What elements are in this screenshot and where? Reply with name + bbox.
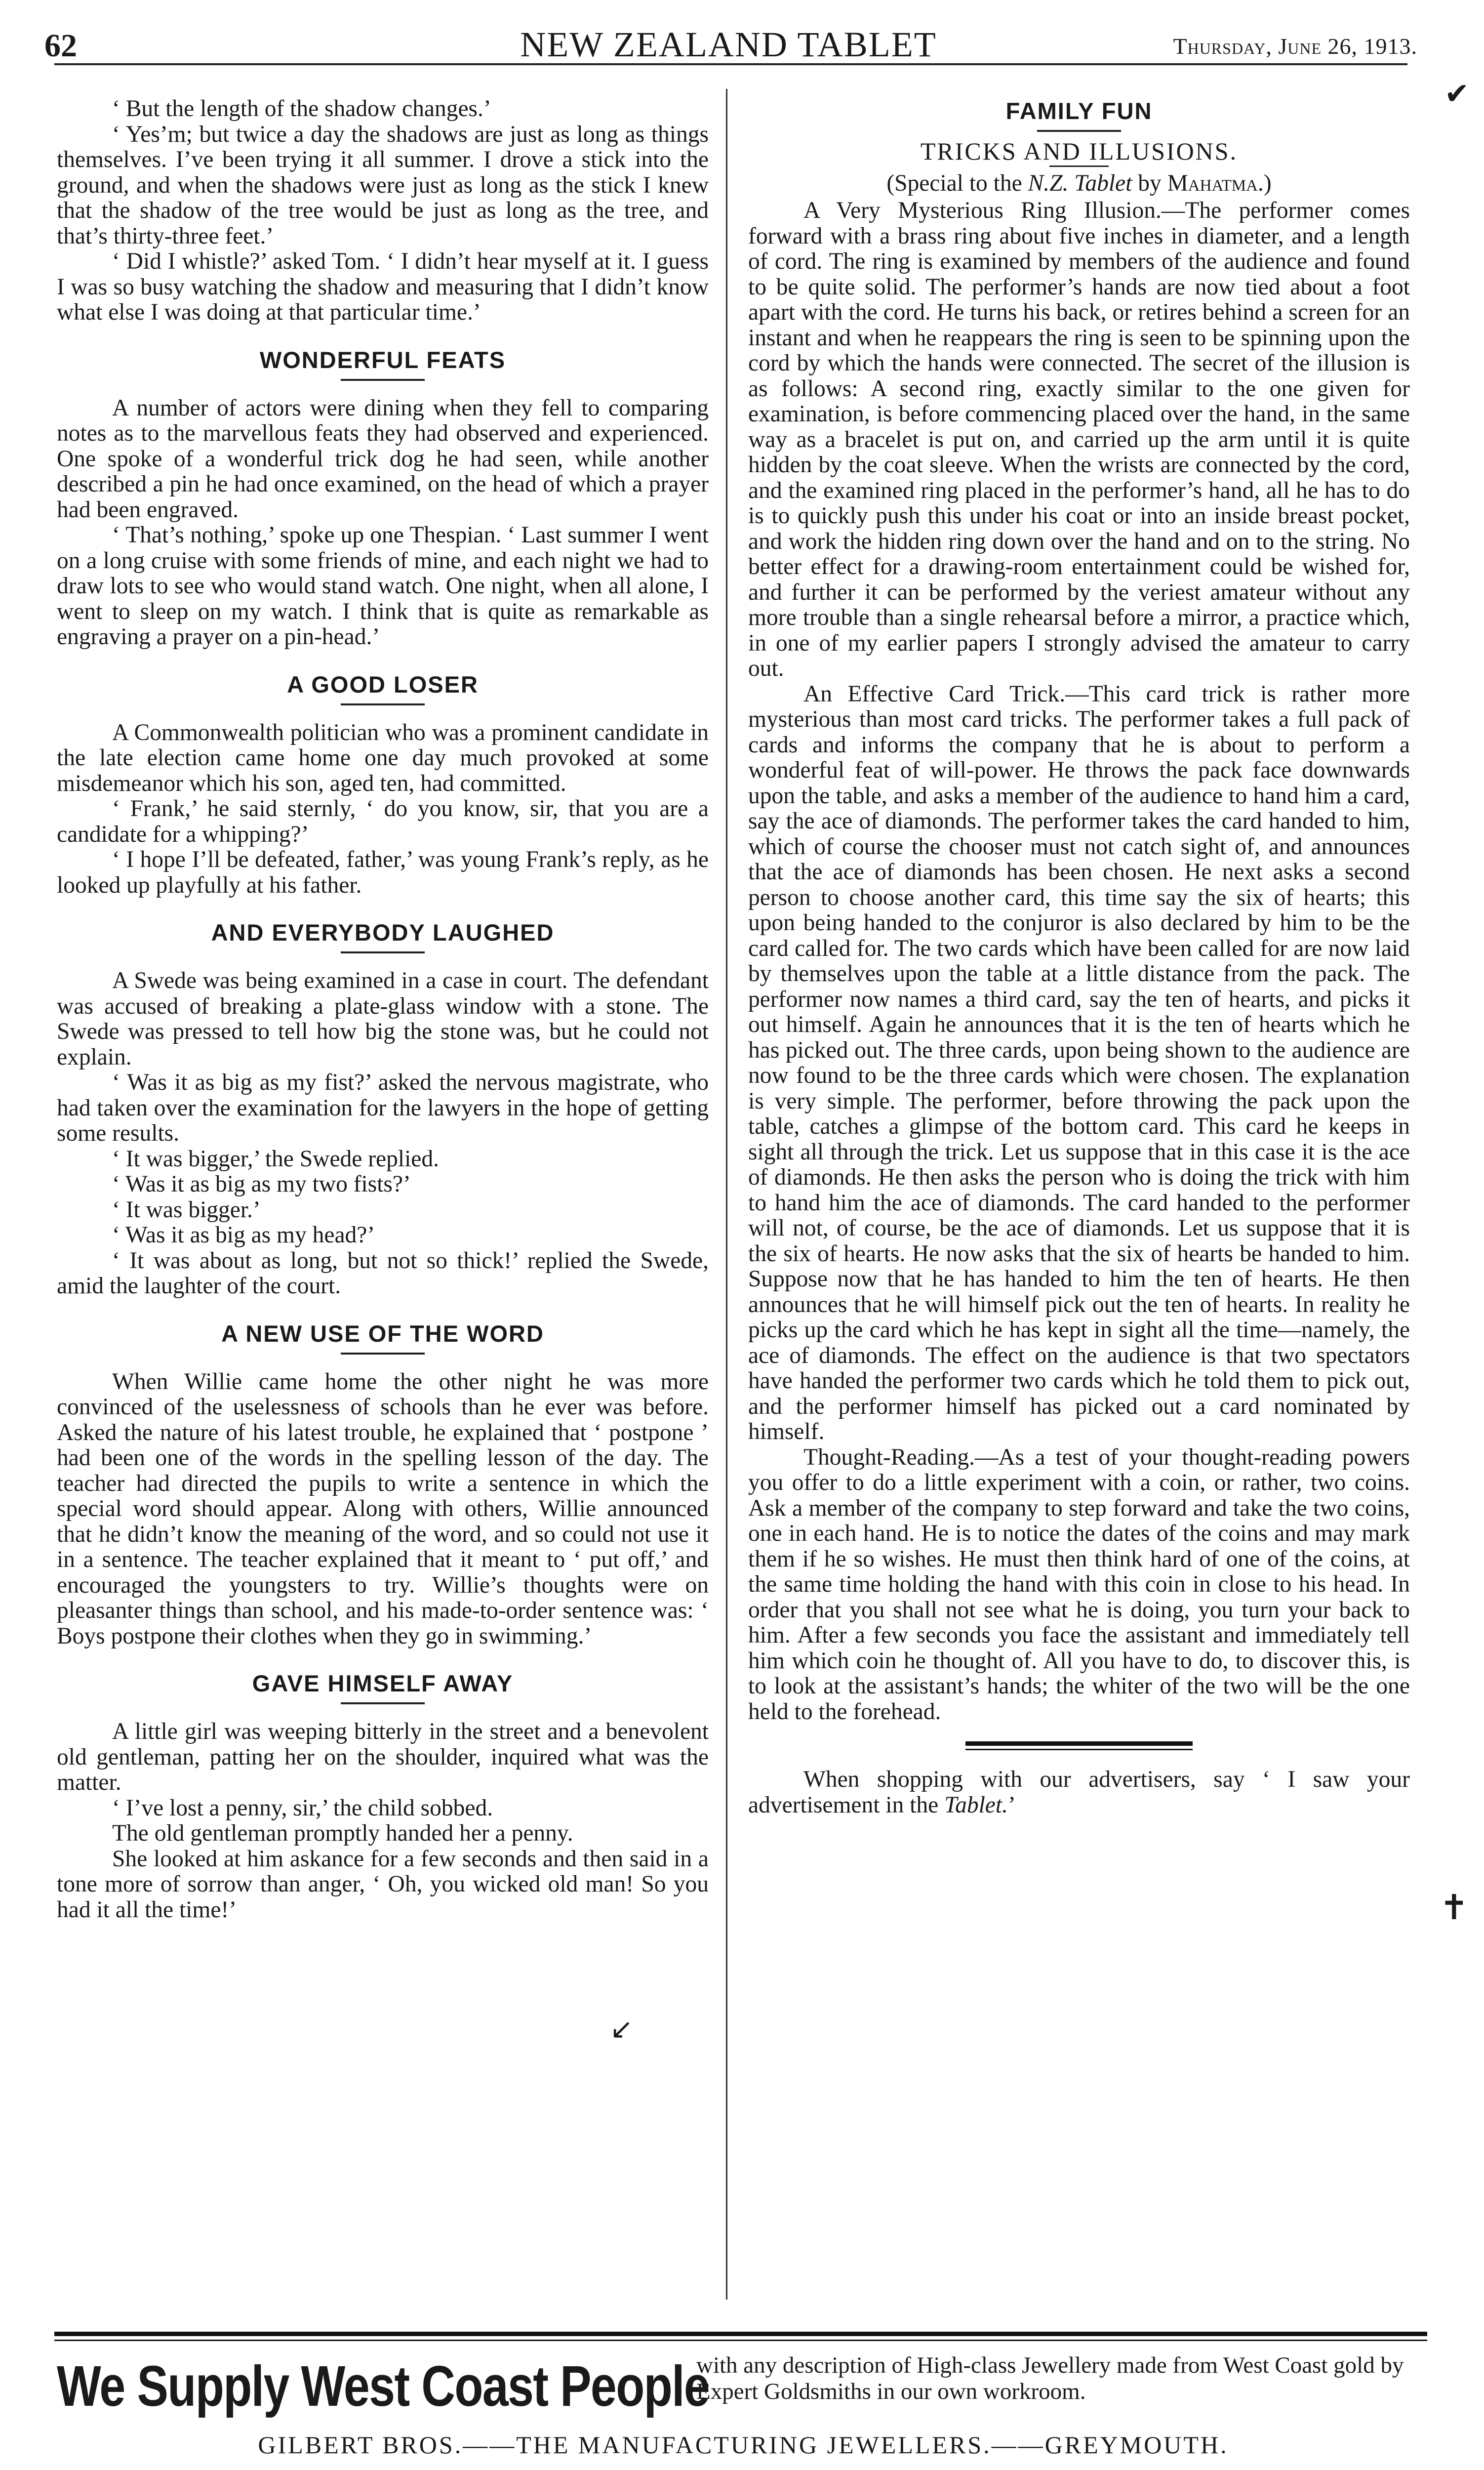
closing-suffix: ’ xyxy=(1007,1792,1016,1818)
paragraph: ‘ It was about as long, but not so thick!’ replied the Swede, amid the laughter of the court. xyxy=(57,1247,709,1299)
paragraph: A Very Mysterious Ring Illusion.—The performer comes forward with a brass ring about five inches in diameter, and a length of cord. The ring is examined by members of the audience and found to be quite solid. The performer’s hands are now tied about a foot apart with the cord. He turns his back, or retires behind a screen for an instant and when he reappears the ring is seen to be spinning upon the cord by which the hands were connected. The secret of the illusion is as follows: A second ring, exactly similar to the one given for examination, is before commencing placed over the hand, in the same way as a bracelet is put on, and carried up the arm until it is quite hidden by the coat sleeve. When the wrists are connected by the cord, and the examined ring placed in the performer’s hand, all he has to do is to quickly push this under his coat or into an inside breast pocket, and work the hidden ring down over the hand and on to the string. No better effect for a drawing-room entertainment could be wished for, and further it can be performed by the veriest amateur without any more trouble than a single rehearsal before a mirror, a practice which, in one of my earlier papers I strongly advised the amateur to carry out. xyxy=(748,198,1410,681)
byline-author: Mahatma.) xyxy=(1167,170,1272,196)
byline-prefix: (Special to the xyxy=(886,170,1022,196)
article-heading: AND EVERYBODY LAUGHED xyxy=(211,919,555,946)
ink-mark-icon: ✝ xyxy=(1440,1887,1469,1928)
heading-rule xyxy=(1037,130,1121,132)
paragraph: A Swede was being examined in a case in court. The defendant was accused of breaking a plate-glass window with a stone. The Swede was pressed to tell how big the stone was, but he could not explain. xyxy=(57,968,709,1070)
paragraph: ‘ I’ve lost a penny, sir,’ the child sobbed. xyxy=(112,1795,493,1821)
paragraph: An Effective Card Trick.—This card trick is rather more mysterious than most card tricks. The performer takes a full pack of cards and informs the company that he is about to perform a wonderful feat of will-power. He throws the pack face downwards upon the table, and asks a member of the audience to hand him a card, say the ace of diamonds. The performer takes the card handed to him, which of course the chooser must not catch sight of, and announces that the ace of diamonds has been chosen. He next asks a second person to choose another card, this time say the six of hearts; this upon being handed to the conjuror is also declared by him to be the card called for. The two cards which have been called for are now laid by themselves upon the table at a little distance from the pack. The performer now names a third card, say the ten of hearts, and picks it out himself. Again he announces that it is the ten of hearts which he has picked out. The three cards, upon being shown to the audience are now found to be the three cards which were chosen. The explanation is very simple. The performer, before throwing the pack upon the table, catches a glimpse of the bottom card. This card he keeps in sight all through the trick. Let us suppose that in this case it is the ace of diamonds. He then asks the person who is doing the trick with him to hand him the ace of diamonds. The card handed to the performer will not, of course, be the ace of diamonds. Let us suppose that it is the six of hearts. He now asks that the six of hearts be handed to him. Suppose now that he has handed to him the ten of hearts. He then announces that he will himself pick out the ten of hearts. In reality he picks up the card which he has kept in sight all the time—namely, the ace of diamonds. The effect on the audience is that two spectators have handed the performer two cards which he told them to pick out, and the performer himself has picked out a card nominated by himself. xyxy=(748,681,1410,1444)
paragraph: ‘ It was bigger,’ the Swede replied. xyxy=(112,1146,439,1172)
heading-rule xyxy=(341,703,425,705)
paragraph: ‘ That’s nothing,’ spoke up one Thespian. ‘ Last summer I went on a long cruise with some friends of mine, and each night we had to draw lots to see who would stand watch. One night, when all alone, I went to sleep on my watch. I think that is quite as remarkable as engraving a prayer on a pin-head.’ xyxy=(57,522,709,650)
heading-rule xyxy=(341,1353,425,1355)
column-divider xyxy=(726,89,727,2300)
paragraph: A little girl was weeping bitterly in the street and a benevolent old gentleman, patting her on the shoulder, inquired what was the matter. xyxy=(57,1719,709,1795)
paragraph: ‘ Frank,’ he said sternly, ‘ do you know, sir, that you are a candidate for a whipping?’ xyxy=(57,796,709,847)
page-header xyxy=(40,22,1417,67)
ink-mark-icon: ✔ xyxy=(1444,77,1470,111)
ad-rule-thin xyxy=(54,2340,1427,2341)
article-subheading: TRICKS AND ILLUSIONS. xyxy=(920,137,1238,165)
byline-publication: N.Z. Tablet xyxy=(1028,170,1132,196)
ad-footer: GILBERT BROS.——THE MANUFACTURING JEWELLERS.——GREYMOUTH. xyxy=(258,2431,1229,2459)
closing-notice xyxy=(748,1767,1410,1818)
byline xyxy=(748,171,1410,197)
ad-headline: We Supply West Coast People xyxy=(57,2354,710,2418)
heading-rule xyxy=(341,1702,425,1704)
masthead-title: NEW ZEALAND TABLET xyxy=(520,25,937,64)
issue-date: Thursday, June 26, 1913. xyxy=(1173,34,1417,59)
paragraph: A Commonwealth politician who was a prominent candidate in the late election came home one day much provoked at some misdemeanor which his son, aged ten, had committed. xyxy=(57,719,709,796)
paragraph: ‘ Was it as big as my two fists?’ xyxy=(112,1171,411,1197)
ad-rule-thick xyxy=(54,2332,1427,2336)
section-heading: FAMILY FUN xyxy=(1005,98,1153,124)
paragraph: ‘ Yes’m; but twice a day the shadows are just as long as things themselves. I’ve been trying it all summer. I drove a stick into the ground, and when the shadows were just as long as the stick I knew that the shadow of the tree would be just as long as the tree, and that’s thirty-three feet.’ xyxy=(57,121,709,249)
subheading-rule xyxy=(1049,165,1109,167)
left-column xyxy=(57,96,709,1923)
article-heading: A NEW USE OF THE WORD xyxy=(221,1320,544,1347)
closing-text: When shopping with our advertisers, say ‘ I saw your advertisement in the xyxy=(748,1767,1410,1818)
pencil-mark-icon: ↙ xyxy=(610,2013,633,2045)
closing-rule-thick xyxy=(965,1741,1193,1746)
paragraph: ‘ Was it as big as my head?’ xyxy=(112,1222,375,1248)
header-rule xyxy=(54,63,1407,65)
paragraph: She looked at him askance for a few seconds and then said in a tone more of sorrow than anger, ‘ Oh, you wicked old man! So you had it all the time!’ xyxy=(57,1846,709,1923)
article-heading: GAVE HIMSELF AWAY xyxy=(252,1670,514,1696)
article-heading: A GOOD LOSER xyxy=(287,671,479,698)
paragraph: Thought-Reading.—As a test of your thought-reading powers you offer to do a little experiment with a coin, or rather, two coins. Ask a member of the company to step forward and take the two coins, one in each hand. He is to notice the dates of the coins and may mark them if he so wishes. He must then think hard of one of the coins, at the same time holding the hand with this coin in close to his head. In order that you shall not see what he is doing, you turn your back to him. After a few seconds you face the assistant and immediately tell him which coin he thought of. All you have to do, to discover this, is to look at the assistant’s hands; the whiter of the two will be the one held to the forehead. xyxy=(748,1444,1410,1725)
closing-rule-thin xyxy=(965,1749,1193,1750)
heading-rule xyxy=(341,379,425,381)
byline-by: by xyxy=(1138,170,1162,196)
paragraph: A number of actors were dining when they fell to comparing notes as to the marvellous feats they had observed and experienced. One spoke of a wonderful trick dog he had seen, while another described a pin he had once examined, on the head of which a prayer had been engraved. xyxy=(57,395,709,523)
paragraph: ‘ But the length of the shadow changes.’ xyxy=(112,96,491,122)
paragraph: When Willie came home the other night he was more convinced of the uselessness of schools than he ever was before. Asked the nature of his latest trouble, he explained that ‘ postpone ’ had been one of the words in the spelling lesson of the day. The teacher had directed the pupils to write a sentence in which the special word should appear. Along with others, Willie announced that he didn’t know the meaning of the word, and so could not use it in a sentence. The teacher explained that it meant to ‘ put off,’ and encouraged the youngsters to try. Willie’s thoughts were on pleasanter things than school, and his made-to-order sentence was: ‘ Boys postpone their clothes when they go in swimming.’ xyxy=(57,1368,709,1649)
paragraph: ‘ Did I whistle?’ asked Tom. ‘ I didn’t hear myself at it. I guess I was so busy watching the shadow and measuring that I didn’t know what else I was doing at that particular time.’ xyxy=(57,248,709,325)
page-number: 62 xyxy=(44,28,77,64)
heading-rule xyxy=(341,951,425,953)
article-heading: WONDERFUL FEATS xyxy=(259,346,506,373)
closing-publication: Tablet. xyxy=(944,1792,1008,1818)
paragraph: ‘ Was it as big as my fist?’ asked the nervous magistrate, who had taken over the examination for the lawyers in the hope of getting some results. xyxy=(57,1070,709,1146)
paragraph: ‘ I hope I’ll be defeated, father,’ was young Frank’s reply, as he looked up playfully at his father. xyxy=(57,847,709,898)
paragraph: ‘ It was bigger.’ xyxy=(112,1196,261,1223)
ad-description: with any description of High-class Jewellery made from West Coast gold by Expert Goldsmiths in our own workroom. xyxy=(696,2352,1404,2404)
paragraph: The old gentleman promptly handed her a penny. xyxy=(112,1820,573,1846)
right-column xyxy=(748,96,1410,1818)
